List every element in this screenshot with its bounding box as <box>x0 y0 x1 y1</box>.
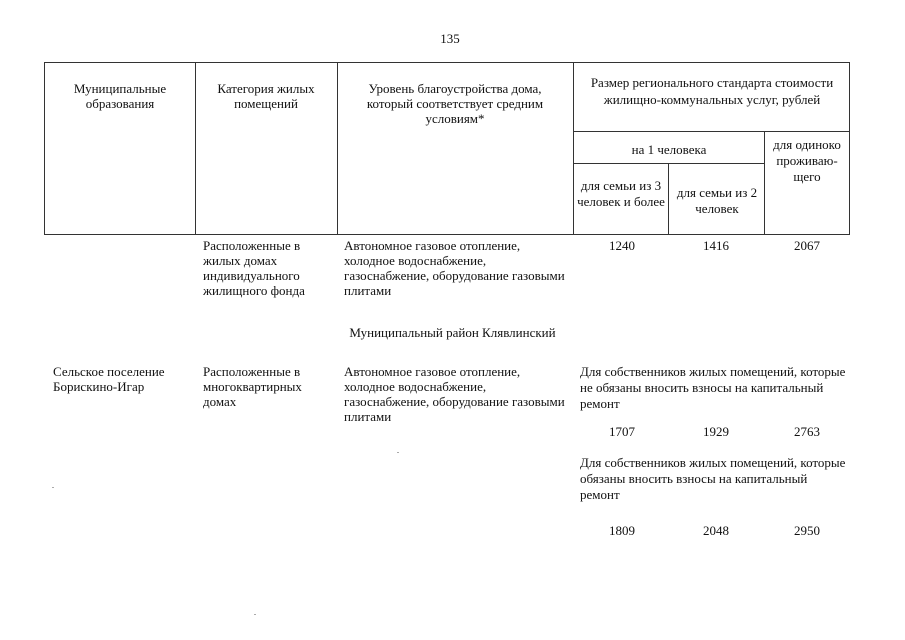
scan-speck <box>52 487 54 488</box>
row2-a-value-family2: 1929 <box>703 424 729 439</box>
header-family2: для семьи из 2 человек <box>676 185 758 216</box>
row2-level: Автономное газовое отопление, холодное водоснабжение, газоснабжение, оборудование газовыми плитами <box>344 364 565 424</box>
header-single: для одиноко проживаю-щего <box>773 137 841 184</box>
row2-a-value-family3: 1707 <box>609 424 635 439</box>
row2-a-value-single: 2763 <box>794 424 820 439</box>
row1-value-family3: 1240 <box>609 238 635 253</box>
header-level: Уровень благоустройства дома, который соответствует средним условиям* <box>366 81 544 126</box>
header-per-person: на 1 человека <box>631 142 707 157</box>
row1-value-single: 2067 <box>794 238 820 253</box>
scan-speck <box>254 614 256 615</box>
page-number: 135 <box>440 31 460 46</box>
header-standard: Размер регионального стандарта стоимости жилищно-коммунальных услуг, рублей <box>590 75 834 107</box>
row1-value-family2: 1416 <box>703 238 729 253</box>
row2-b-value-single: 2950 <box>794 523 820 538</box>
row1-category: Расположенные в жилых домах индивидуального жилищного фонда <box>203 238 305 298</box>
scan-speck <box>397 452 399 453</box>
row1-level: Автономное газовое отопление, холодное водоснабжение, газоснабжение, оборудование газовыми плитами <box>344 238 565 298</box>
row2-note-capital-repair: Для собственников жилых помещений, которые обязаны вносить взносы на капитальный ремонт <box>580 455 846 502</box>
section-title: Муниципальный район Клявлинский <box>349 325 556 340</box>
row2-b-value-family2: 2048 <box>703 523 729 538</box>
header-category: Категория жилых помещений <box>217 81 315 111</box>
row2-note-no-capital-repair: Для собственников жилых помещений, которые не обязаны вносить взносы на капитальный ремонт <box>580 364 846 411</box>
row2-category: Расположенные в многоквартирных домах <box>203 364 302 409</box>
header-family3: для семьи из 3 человек и более <box>577 178 665 209</box>
header-municipal: Муниципальные образования <box>73 81 167 111</box>
row2-b-value-family3: 1809 <box>609 523 635 538</box>
row2-municipal: Сельское поселение Борискино-Игар <box>53 364 165 394</box>
